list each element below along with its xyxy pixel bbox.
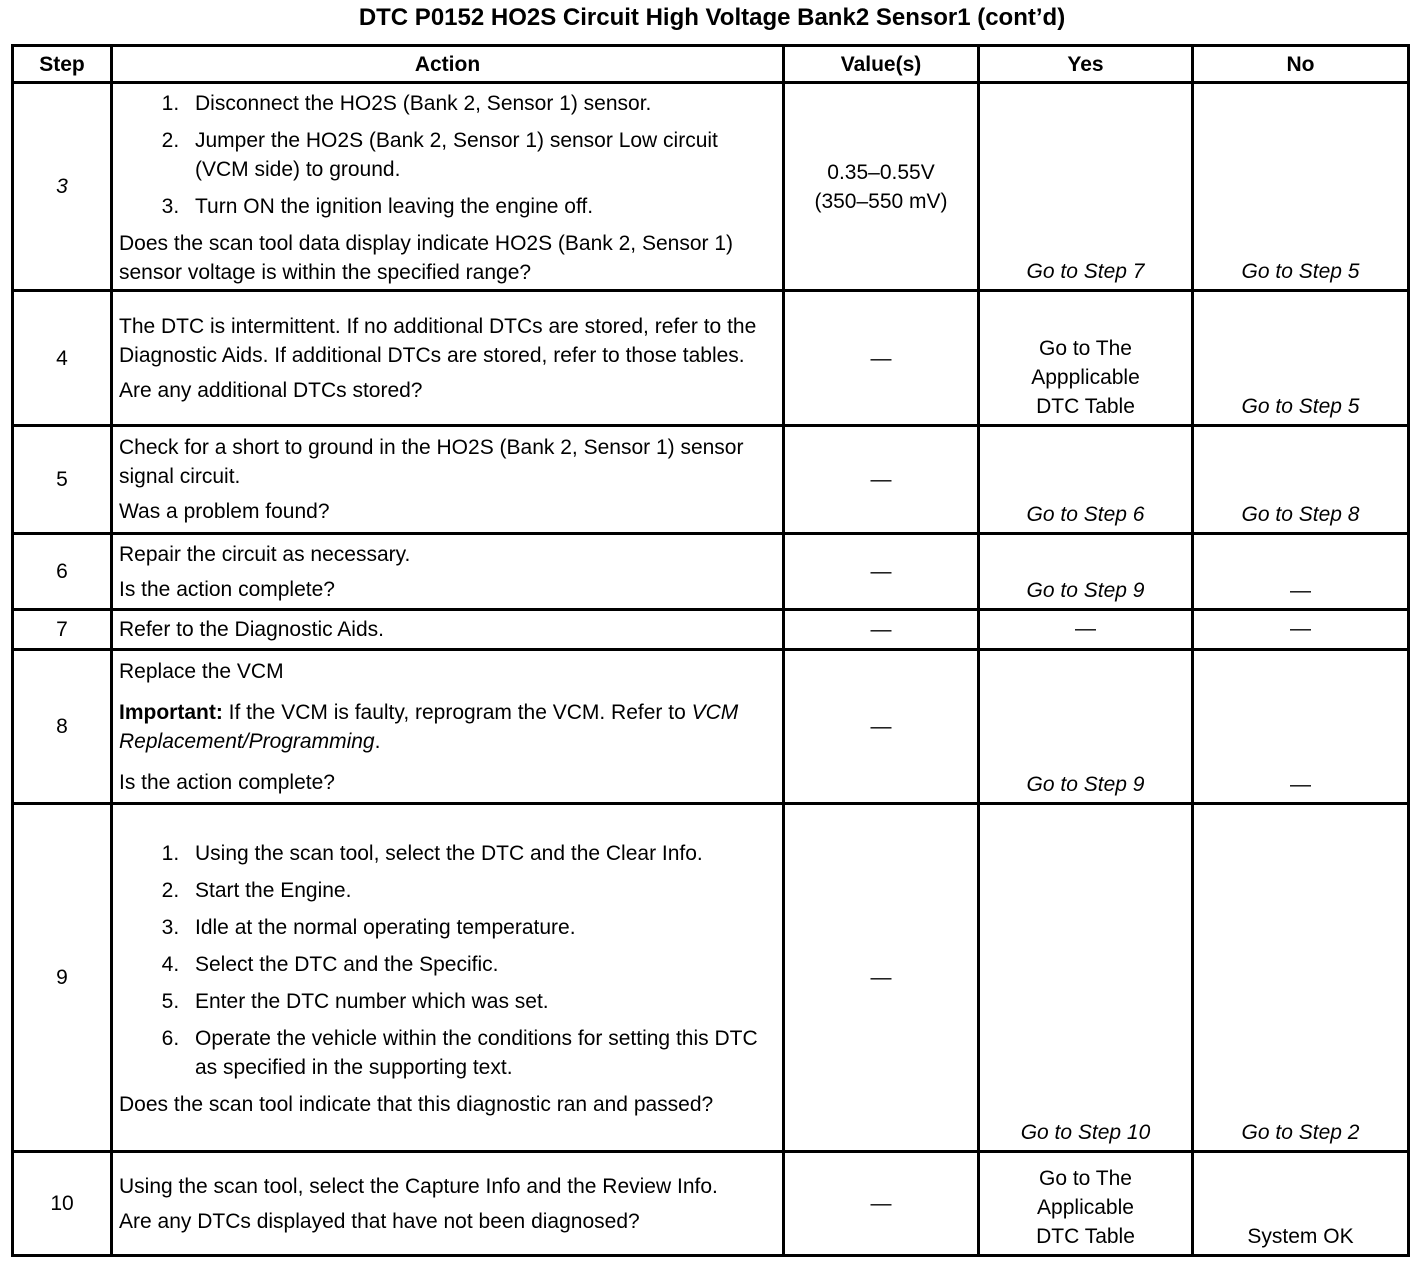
step-number: 5 <box>13 426 112 534</box>
value-cell: — <box>784 804 979 1152</box>
action-text: Using the scan tool, select the Capture Info and the Review Info. <box>119 1174 718 1198</box>
step-number: 6 <box>13 534 112 610</box>
value-line: 0.35–0.55V <box>827 160 935 184</box>
table-row-step-7 <box>13 610 1409 650</box>
action-question: Is the action complete? <box>119 577 335 601</box>
step-number: 4 <box>13 291 112 426</box>
table-row-step-3 <box>13 83 1409 291</box>
action-text: Refer to the Diagnostic Aids. <box>119 618 384 641</box>
no-cell: Go to Step 5 <box>1193 83 1409 291</box>
no-cell: — <box>1193 650 1409 804</box>
yes-cell: Go to Step 6 <box>979 426 1193 534</box>
header-no: No <box>1193 46 1409 83</box>
yes-cell <box>979 1152 1193 1256</box>
table-header-row <box>13 46 1409 83</box>
action-step: 2. Start the Engine. <box>185 876 774 905</box>
important-text: If the VCM is faulty, reprogram the VCM. Refer to <box>222 700 692 724</box>
diagnostic-table <box>11 44 1410 1257</box>
step-number: 9 <box>13 804 112 1152</box>
step-number: 10 <box>13 1152 112 1256</box>
header-action: Action <box>112 46 784 83</box>
value-cell: — <box>784 610 979 650</box>
value-cell <box>784 83 979 291</box>
action-question: Is the action complete? <box>119 770 335 794</box>
table-row-step-9 <box>13 804 1409 1152</box>
action-cell <box>112 1152 784 1256</box>
important-note <box>119 698 774 756</box>
action-step: 2. Jumper the HO2S (Bank 2, Sensor 1) sensor Low circuit (VCM side) to ground. <box>185 126 774 184</box>
action-step: 3. Idle at the normal operating temperature. <box>185 913 774 942</box>
header-yes: Yes <box>979 46 1193 83</box>
action-question: Are any DTCs displayed that have not been diagnosed? <box>119 1209 640 1233</box>
no-cell: Go to Step 2 <box>1193 804 1409 1152</box>
action-cell <box>112 610 784 650</box>
action-step: 5. Enter the DTC number which was set. <box>185 987 774 1016</box>
table-row-step-5 <box>13 426 1409 534</box>
step-number: 8 <box>13 650 112 804</box>
action-step: 3. Turn ON the ignition leaving the engine off. <box>185 192 774 221</box>
no-cell: — <box>1193 534 1409 610</box>
action-step: 4. Select the DTC and the Specific. <box>185 950 774 979</box>
yes-line: DTC Table <box>1036 1225 1135 1248</box>
action-steps-list <box>119 839 774 1082</box>
action-step: 1. Using the scan tool, select the DTC and the Clear Info. <box>185 839 774 868</box>
value-cell: — <box>784 1152 979 1256</box>
table-row-step-8 <box>13 650 1409 804</box>
action-step: 6. Operate the vehicle within the conditions for setting this DTC as specified in the supporting text. <box>185 1024 774 1082</box>
important-end: . <box>374 729 381 753</box>
header-values: Value(s) <box>784 46 979 83</box>
yes-cell: Go to Step 9 <box>979 534 1193 610</box>
yes-line: DTC Table <box>1036 395 1135 418</box>
yes-line: Applicable <box>1037 1196 1134 1219</box>
important-reference: VCM Replacement/Programming <box>119 700 739 753</box>
yes-cell <box>979 291 1193 426</box>
action-cell <box>112 291 784 426</box>
value-cell: — <box>784 650 979 804</box>
yes-cell: Go to Step 10 <box>979 804 1193 1152</box>
no-cell: — <box>1193 610 1409 650</box>
value-cell: — <box>784 534 979 610</box>
table-row-step-10 <box>13 1152 1409 1256</box>
yes-cell: Go to Step 7 <box>979 83 1193 291</box>
step-number: 7 <box>13 610 112 650</box>
action-cell <box>112 426 784 534</box>
action-cell <box>112 534 784 610</box>
value-line: (350–550 mV) <box>814 189 948 213</box>
step-number: 3 <box>13 83 112 291</box>
table-row-step-6 <box>13 534 1409 610</box>
table-row-step-4 <box>13 291 1409 426</box>
action-cell <box>112 650 784 804</box>
yes-cell: — <box>979 610 1193 650</box>
action-step: 1. Disconnect the HO2S (Bank 2, Sensor 1) sensor. <box>185 89 774 118</box>
action-steps-list <box>119 89 774 221</box>
action-text: Replace the VCM <box>119 659 284 683</box>
page-title: DTC P0152 HO2S Circuit High Voltage Bank2 Sensor1 (cont’d) <box>358 4 1066 31</box>
action-question: Does the scan tool indicate that this diagnostic ran and passed? <box>119 1092 714 1116</box>
action-text: Check for a short to ground in the HO2S (Bank 2, Sensor 1) sensor signal circuit. <box>119 436 744 488</box>
action-cell <box>112 804 784 1152</box>
yes-line: Go to The <box>1038 337 1132 360</box>
action-question: Was a problem found? <box>119 500 330 523</box>
value-cell: — <box>784 291 979 426</box>
action-question: Does the scan tool data display indicate HO2S (Bank 2, Sensor 1) sensor voltage is within the specified range? <box>119 231 734 284</box>
yes-cell: Go to Step 9 <box>979 650 1193 804</box>
important-label: Important: <box>119 700 223 724</box>
action-text: Repair the circuit as necessary. <box>119 542 411 566</box>
no-cell: System OK <box>1193 1152 1409 1256</box>
action-question: Are any additional DTCs stored? <box>119 378 423 402</box>
action-text: The DTC is intermittent. If no additional DTCs are stored, refer to the Diagnostic Aids. If additional DTCs are stored, refer to those tables. <box>119 314 757 367</box>
yes-line: Appplicable <box>1031 366 1140 389</box>
no-cell: Go to Step 8 <box>1193 426 1409 534</box>
no-cell: Go to Step 5 <box>1193 291 1409 426</box>
header-step: Step <box>13 46 112 83</box>
yes-line: Go to The <box>1038 1167 1132 1190</box>
action-cell <box>112 83 784 291</box>
value-cell: — <box>784 426 979 534</box>
